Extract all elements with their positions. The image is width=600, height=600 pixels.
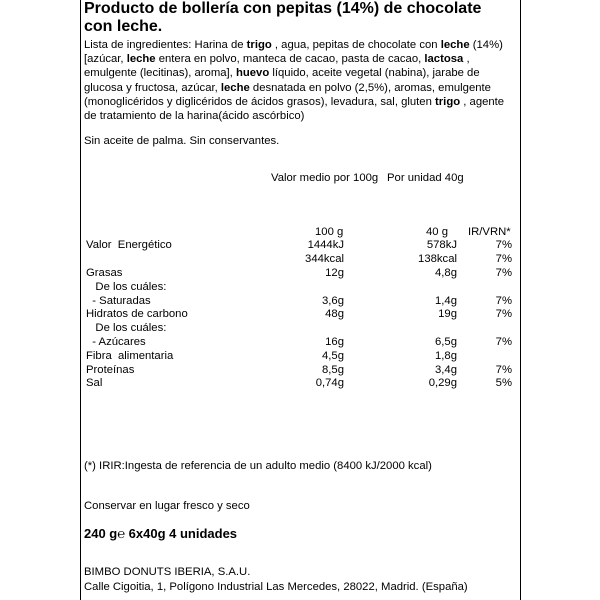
company-address: Calle Cigoitia, 1, Polígono Industrial Las Mercedes, 28022, Madrid. (España) xyxy=(84,581,468,593)
allergen: leche xyxy=(220,81,250,94)
nutrient-label: Fibra alimentaria xyxy=(86,350,174,362)
value-40g: 138kcal xyxy=(418,253,457,265)
allergen: leche xyxy=(126,53,156,66)
allergen: trigo xyxy=(246,39,272,51)
header-per-unit: Por unidad 40g xyxy=(387,172,464,184)
nutrient-label: - Saturadas xyxy=(86,295,151,307)
footnote: (*) IRIR:Ingesta de referencia de un adulto medio (8400 kJ/2000 kcal) xyxy=(84,460,432,472)
value-ir: 7% xyxy=(495,267,512,279)
nutrient-label: Hidratos de carbono xyxy=(86,308,188,320)
value-40g: 1,4g xyxy=(435,295,457,307)
value-100g: 48g xyxy=(325,308,344,320)
nutrient-label: Grasas xyxy=(86,267,123,279)
ingredient-text: entera en polvo, manteca de cacao, pasta de cacao, xyxy=(155,53,425,66)
nutrient-label: De los cuáles: xyxy=(86,281,167,293)
value-100g: 8,5g xyxy=(322,364,344,376)
ingredient-text: , agente de tratamiento de la harina(ácido ascórbico) xyxy=(84,95,505,123)
value-100g: 0,74g xyxy=(315,377,344,389)
nutrient-label: Proteínas xyxy=(86,364,135,376)
company-name: BIMBO DONUTS IBERIA, S.A.U. xyxy=(84,566,251,578)
col-100g: 100 g xyxy=(315,226,344,238)
value-40g: 19g xyxy=(438,308,457,320)
value-ir: 7% xyxy=(495,308,512,320)
value-40g: 0,29g xyxy=(428,377,457,389)
value-100g: 3,6g xyxy=(322,295,344,307)
value-ir: 7% xyxy=(495,336,512,348)
nutrient-label: De los cuáles: xyxy=(86,322,167,334)
allergen: trigo xyxy=(435,95,461,108)
value-ir: 5% xyxy=(495,377,512,389)
ingredient-text: , agua, pepitas de chocolate con xyxy=(271,39,441,51)
value-ir: 7% xyxy=(495,295,512,307)
header-per-100g: Valor medio por 100g xyxy=(271,172,379,184)
ingredient-text: Lista de ingredientes: Harina de xyxy=(84,39,247,51)
value-100g: 1444kJ xyxy=(307,239,344,251)
nutrient-label: Valor Energético xyxy=(86,239,172,251)
value-100g: 4,5g xyxy=(322,350,344,362)
value-ir: 7% xyxy=(495,364,512,376)
value-ir: 7% xyxy=(495,253,512,265)
storage-instructions: Conservar en lugar fresco y seco xyxy=(84,500,250,512)
allergen: lactosa xyxy=(424,53,464,66)
net-weight: 240 g℮ 6x40g 4 unidades xyxy=(84,526,238,541)
ingredient-text: desnatada en polvo (2,5%), aromas, emulgente (monoglicéridos y diglicéridos de ácidos grasos), levadura, sal, gluten xyxy=(84,81,491,108)
col-40g: 40 g xyxy=(426,226,448,238)
value-40g: 4,8g xyxy=(435,267,457,279)
product-claims: Sin aceite de palma. Sin conservantes. xyxy=(84,135,280,147)
allergen: leche xyxy=(440,39,470,51)
value-100g: 12g xyxy=(325,267,344,279)
value-40g: 6,5g xyxy=(435,336,457,348)
ingredient-text: , emulgente (lecitinas), aroma], xyxy=(84,53,470,80)
value-ir: 7% xyxy=(495,239,512,251)
value-40g: 1,8g xyxy=(435,350,457,362)
col-ir: IR/VRN* xyxy=(468,226,511,238)
ingredients-list xyxy=(84,38,514,123)
value-100g: 344kcal xyxy=(305,253,344,265)
ingredient-text: líquido, aceite vegetal (nabina), jarabe de glucosa y fructosa, azúcar, xyxy=(84,67,480,94)
product-title: Producto de bollería con pepitas (14%) de chocolate con leche. xyxy=(84,0,482,35)
allergen: huevo xyxy=(235,67,270,80)
value-40g: 578kJ xyxy=(426,239,457,251)
ingredient-text: (14%) [azúcar, xyxy=(84,39,503,66)
value-100g: 16g xyxy=(325,336,344,348)
nutrient-label: - Azúcares xyxy=(86,336,146,348)
value-40g: 3,4g xyxy=(435,364,457,376)
nutrient-label: Sal xyxy=(86,377,103,389)
